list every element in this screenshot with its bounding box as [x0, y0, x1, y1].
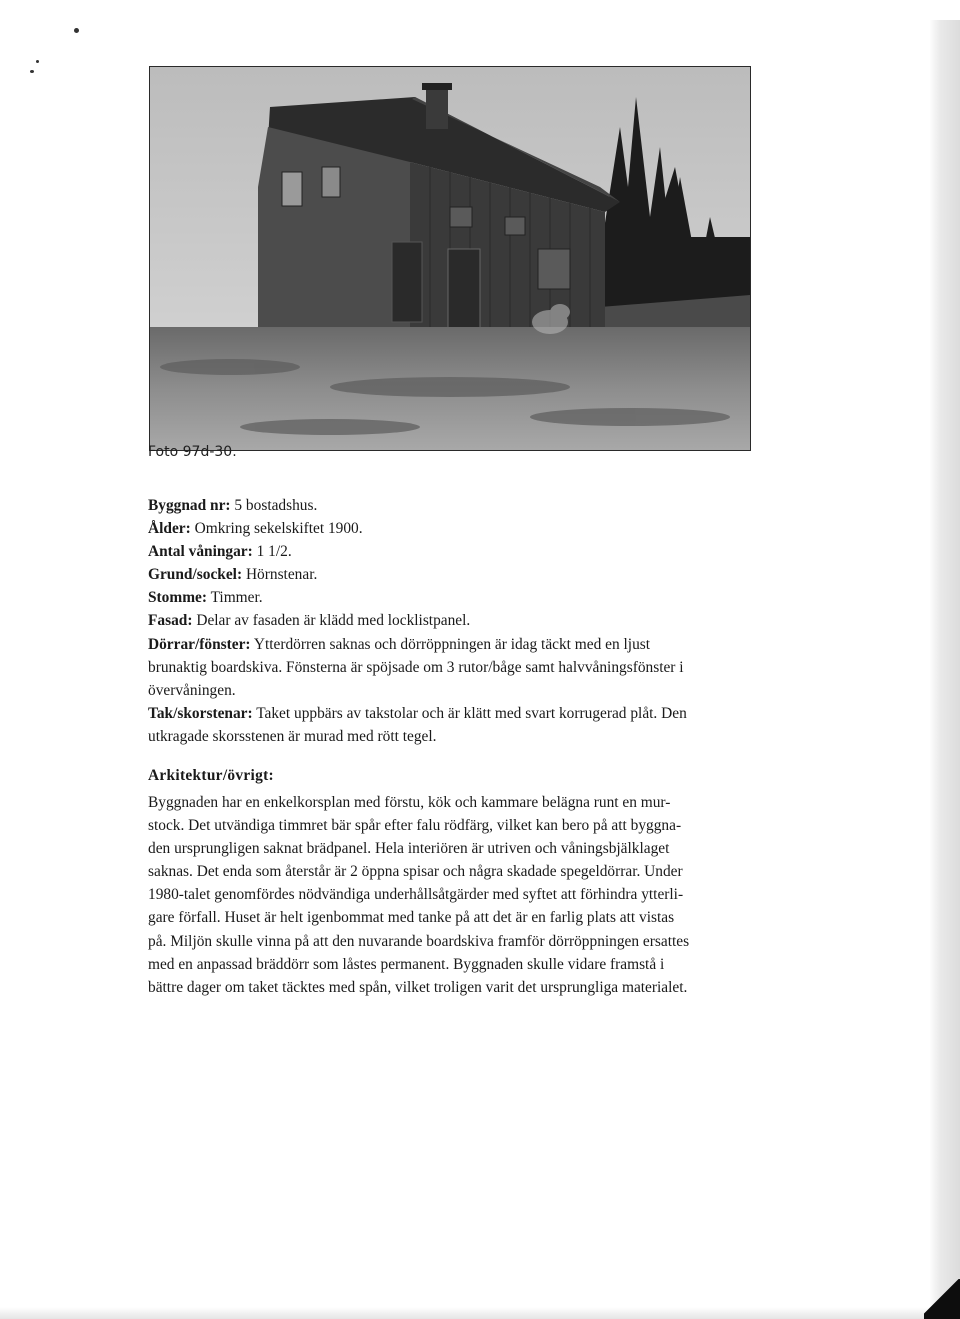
scan-speck	[36, 60, 39, 63]
paragraph-line: saknas. Det enda som återstår är 2 öppna spisar och några skadade spegeldörrar. Under	[148, 863, 683, 881]
field-age	[148, 517, 818, 540]
field-value: Omkring sekelskiftet 1900.	[194, 520, 363, 538]
field-value: 5 bostadshus.	[234, 497, 318, 514]
field-value: 1 1/2.	[256, 543, 292, 561]
paragraph-line: den ursprungligen saknat brädpanel. Hela interiören är utriven och våningsbjälklaget	[148, 840, 670, 858]
field-label: Grund/sockel:	[148, 566, 243, 584]
photo-caption: Foto 97d-30.	[148, 444, 237, 460]
field-label: Stomme:	[148, 589, 207, 607]
field-label: Dörrar/fönster:	[148, 635, 251, 653]
field-label: Fasad:	[148, 612, 193, 630]
field-value: Timmer.	[210, 589, 263, 607]
paragraph-line: gare förfall. Huset är helt igenbommat med tanke på att det är en farlig plats att vistas	[148, 909, 675, 927]
field-value: Hörnstenar.	[245, 566, 318, 584]
field-facade	[148, 609, 818, 632]
field-floors	[148, 540, 818, 563]
field-continuation: utkragade skorsstenen är murad med rött tegel.	[148, 727, 437, 745]
building-fields	[148, 494, 818, 748]
paragraph-line: på. Miljön skulle vinna på att den nuvarande boardskiva framför dörröppningen ersattes	[148, 932, 690, 950]
field-value: Ytterdörren saknas och dörröppningen är idag täckt med en ljust	[253, 635, 651, 653]
field-value: Delar av fasaden är klädd med locklistpanel.	[196, 612, 471, 630]
field-foundation	[148, 563, 818, 586]
scan-speck	[30, 70, 34, 73]
paragraph-line: bättre dager om taket täcktes med spån, vilket troligen varit det ursprungliga materialet.	[148, 978, 688, 996]
field-label: Antal våningar:	[148, 543, 253, 561]
paragraph-line: med en anpassad bräddörr som låstes permanent. Byggnaden skulle vidare framstå i	[148, 955, 665, 973]
scan-corner	[924, 1279, 960, 1319]
scan-edge-shadow	[930, 20, 960, 1319]
field-value: Taket uppbärs av takstolar och är klätt med svart korrugerad plåt. Den	[256, 704, 687, 722]
field-building-number	[148, 494, 818, 517]
field-frame	[148, 586, 818, 609]
scan-speck	[74, 28, 79, 33]
paragraph-line: stock. Det utvändiga timmret bär spår efter falu rödfärg, vilket kan bero på att byggna-	[148, 817, 682, 835]
field-label: Tak/skorstenar:	[148, 704, 253, 722]
field-label: Byggnad nr:	[148, 497, 231, 514]
field-doors-windows	[148, 633, 818, 656]
field-continuation: brunaktig boardskiva. Fönsterna är spöjsade om 3 rutor/båge samt halvvåningsfönster i	[148, 658, 684, 676]
section-paragraph	[148, 791, 818, 999]
paragraph-line: Byggnaden har en enkelkorsplan med förstu, kök och kammare belägna runt en mur-	[148, 794, 671, 811]
field-roof-chimney	[148, 702, 818, 725]
field-continuation: övervåningen.	[148, 681, 236, 699]
section-heading: Arkitektur/övrigt:	[148, 767, 274, 784]
paragraph-line: 1980-talet genomfördes nödvändiga underhållsåtgärder med syftet att förhindra ytterli-	[148, 886, 684, 904]
scan-bottom-shadow	[0, 1307, 960, 1319]
field-label: Ålder:	[148, 520, 191, 538]
house-photo	[149, 66, 751, 451]
